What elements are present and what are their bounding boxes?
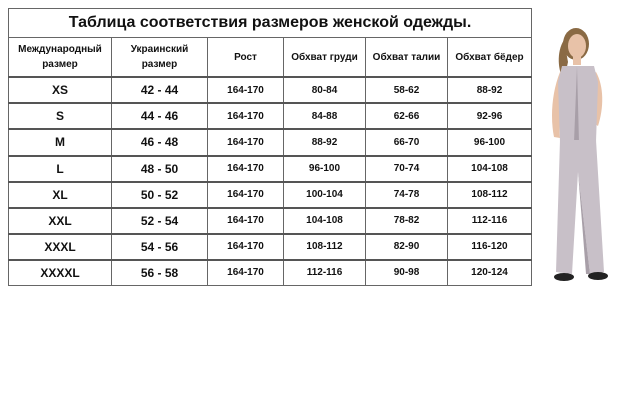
- cell-height: 164-170: [208, 234, 284, 260]
- cell-hips: 112-116: [448, 208, 532, 234]
- cell-ukrainian-size: 54 - 56: [112, 234, 208, 260]
- cell-ukrainian-size: 50 - 52: [112, 182, 208, 208]
- cell-hips: 96-100: [448, 129, 532, 155]
- pants: [556, 140, 604, 274]
- size-chart-table: [8, 8, 532, 286]
- cell-international-size: XS: [9, 77, 112, 103]
- header-height: Рост: [208, 38, 284, 78]
- cell-height: 164-170: [208, 260, 284, 286]
- cell-ukrainian-size: 46 - 48: [112, 129, 208, 155]
- cell-waist: 58-62: [366, 77, 448, 103]
- cell-height: 164-170: [208, 208, 284, 234]
- cell-hips: 104-108: [448, 156, 532, 182]
- table-row: [9, 156, 532, 182]
- table-row: [9, 234, 532, 260]
- cell-waist: 70-74: [366, 156, 448, 182]
- cell-height: 164-170: [208, 77, 284, 103]
- header-ukrainian-size: Украинский размер: [112, 38, 208, 78]
- cell-height: 164-170: [208, 182, 284, 208]
- cell-international-size: XXXXL: [9, 260, 112, 286]
- table-row: [9, 77, 532, 103]
- face: [568, 34, 586, 58]
- cell-waist: 74-78: [366, 182, 448, 208]
- cell-ukrainian-size: 48 - 50: [112, 156, 208, 182]
- cell-international-size: XXL: [9, 208, 112, 234]
- cell-bust: 80-84: [284, 77, 366, 103]
- table-row: [9, 208, 532, 234]
- right-shoe: [588, 272, 608, 280]
- cell-bust: 112-116: [284, 260, 366, 286]
- cell-bust: 108-112: [284, 234, 366, 260]
- header-bust: Обхват груди: [284, 38, 366, 78]
- cell-waist: 82-90: [366, 234, 448, 260]
- cell-bust: 88-92: [284, 129, 366, 155]
- header-waist: Обхват талии: [366, 38, 448, 78]
- neck: [573, 55, 581, 65]
- cell-hips: 120-124: [448, 260, 532, 286]
- cell-ukrainian-size: 44 - 46: [112, 103, 208, 129]
- cell-waist: 78-82: [366, 208, 448, 234]
- model-figure-illustration: [538, 22, 638, 286]
- table-row: [9, 103, 532, 129]
- cell-international-size: XXXL: [9, 234, 112, 260]
- cell-hips: 116-120: [448, 234, 532, 260]
- table-row: [9, 182, 532, 208]
- cell-international-size: S: [9, 103, 112, 129]
- cell-ukrainian-size: 42 - 44: [112, 77, 208, 103]
- cell-hips: 108-112: [448, 182, 532, 208]
- cell-hips: 88-92: [448, 77, 532, 103]
- cell-bust: 104-108: [284, 208, 366, 234]
- cell-height: 164-170: [208, 129, 284, 155]
- table-row: [9, 129, 532, 155]
- cell-bust: 84-88: [284, 103, 366, 129]
- header-hips: Обхват бёдер: [448, 38, 532, 78]
- cell-international-size: M: [9, 129, 112, 155]
- cell-international-size: L: [9, 156, 112, 182]
- cell-ukrainian-size: 52 - 54: [112, 208, 208, 234]
- left-shoe: [554, 273, 574, 281]
- cell-bust: 100-104: [284, 182, 366, 208]
- cell-waist: 66-70: [366, 129, 448, 155]
- header-international-size: Международный размер: [9, 38, 112, 78]
- header-row: [9, 38, 532, 78]
- cell-height: 164-170: [208, 156, 284, 182]
- cell-bust: 96-100: [284, 156, 366, 182]
- table-row: [9, 260, 532, 286]
- cell-ukrainian-size: 56 - 58: [112, 260, 208, 286]
- cell-hips: 92-96: [448, 103, 532, 129]
- cell-waist: 90-98: [366, 260, 448, 286]
- cell-international-size: XL: [9, 182, 112, 208]
- cell-height: 164-170: [208, 103, 284, 129]
- cell-waist: 62-66: [366, 103, 448, 129]
- table-title: Таблица соответствия размеров женской одежды.: [9, 9, 532, 38]
